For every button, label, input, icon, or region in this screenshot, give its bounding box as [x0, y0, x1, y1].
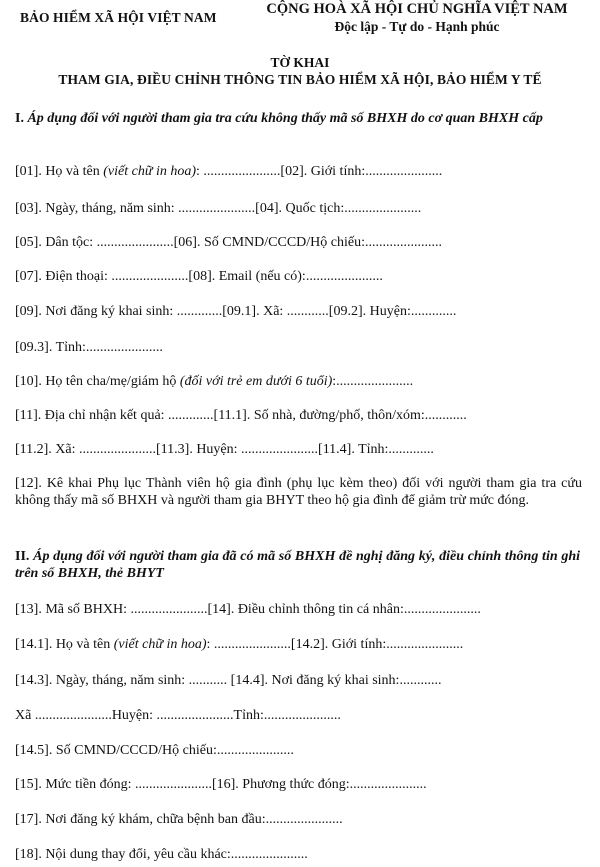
field-11-2: [11.2]. Xã: ......................[11.3]. Huyện: ......................[11.4]. Tỉnh:............. — [15, 442, 434, 457]
field-14-4-address: Xã ......................Huyện: ......................Tỉnh:...................... — [15, 708, 341, 723]
field-12: [12]. Kê khai Phụ lục Thành viên hộ gia đình (phụ lục kèm theo) đối với người tham gia tra cứu không thấy mã số BHXH và người tham gia BHYT theo hộ gia đình để giảm trừ mức đóng. — [15, 476, 582, 508]
section-1-number: I. — [15, 111, 24, 126]
organization-name: BẢO HIỂM XÃ HỘI VIỆT NAM — [20, 10, 217, 25]
field-17: [17]. Nơi đăng ký khám, chữa bệnh ban đầu:...................... — [15, 812, 343, 827]
field-14-1-note: (viết chữ in hoa) — [113, 637, 207, 652]
form-subtitle: THAM GIA, ĐIỀU CHỈNH THÔNG TIN BẢO HIỂM XÃ HỘI, BẢO HIỂM Y TẾ — [58, 72, 542, 87]
field-10 — [15, 373, 590, 390]
form-title: TỜ KHAI — [270, 55, 330, 70]
field-10-prefix: [10]. Họ tên cha/mẹ/giám hộ — [15, 374, 180, 389]
section-2-heading-text: Áp dụng đối với người tham gia đã có mã số BHXH đề nghị đăng ký, điều chỉnh thông tin ghi trên sổ BHXH, thẻ BHYT — [15, 549, 581, 581]
field-14-5: [14.5]. Số CMND/CCCD/Hộ chiếu:...................... — [15, 743, 294, 758]
field-01-rest: : ......................[02]. Giới tính:...................... — [196, 164, 443, 179]
section-1-heading-text: Áp dụng đối với người tham gia tra cứu không thấy mã số BHXH do cơ quan BHXH cấp — [27, 111, 543, 126]
field-14-1 — [15, 636, 590, 653]
national-motto: Độc lập - Tự do - Hạnh phúc — [334, 19, 500, 34]
field-10-rest: :...................... — [332, 374, 414, 389]
field-14-1-prefix: [14.1]. Họ và tên — [15, 637, 114, 652]
section-2-number: II. — [15, 549, 30, 564]
field-03-04: [03]. Ngày, tháng, năm sinh: ......................[04]. Quốc tịch:...................... — [15, 201, 422, 216]
field-14-1-rest: : ......................[14.2]. Giới tính:...................... — [206, 637, 464, 652]
field-13-14: [13]. Mã số BHXH: ......................[14]. Điều chỉnh thông tin cá nhân:...................... — [15, 602, 481, 617]
field-11: [11]. Địa chỉ nhận kết quả: .............[11.1]. Số nhà, đường/phố, thôn/xóm:............ — [15, 408, 467, 423]
field-01-02 — [15, 163, 590, 180]
field-07-08: [07]. Điện thoại: ......................[08]. Email (nếu có):...................... — [15, 269, 383, 284]
field-09-3: [09.3]. Tỉnh:...................... — [15, 340, 163, 355]
field-01-note: (viết chữ in hoa) — [103, 164, 197, 179]
section-2-heading — [15, 548, 580, 582]
field-14-3: [14.3]. Ngày, tháng, năm sinh: ........... [14.4]. Nơi đăng ký khai sinh:............ — [15, 673, 442, 688]
field-18: [18]. Nội dung thay đổi, yêu cầu khác:...................... — [15, 847, 308, 862]
field-15-16: [15]. Mức tiền đóng: ......................[16]. Phương thức đóng:...................... — [15, 777, 427, 792]
nation-title: CỘNG HOÀ XÃ HỘI CHỦ NGHĨA VIỆT NAM — [266, 1, 568, 17]
field-09: [09]. Nơi đăng ký khai sinh: .............[09.1]. Xã: ............[09.2]. Huyện:............. — [15, 304, 457, 319]
section-1-heading — [15, 110, 580, 127]
field-10-note: (đối với trẻ em dưới 6 tuổi) — [179, 374, 333, 389]
field-01-prefix: [01]. Họ và tên — [15, 164, 104, 179]
field-05-06: [05]. Dân tộc: ......................[06]. Số CMND/CCCD/Hộ chiếu:...................... — [15, 235, 442, 250]
